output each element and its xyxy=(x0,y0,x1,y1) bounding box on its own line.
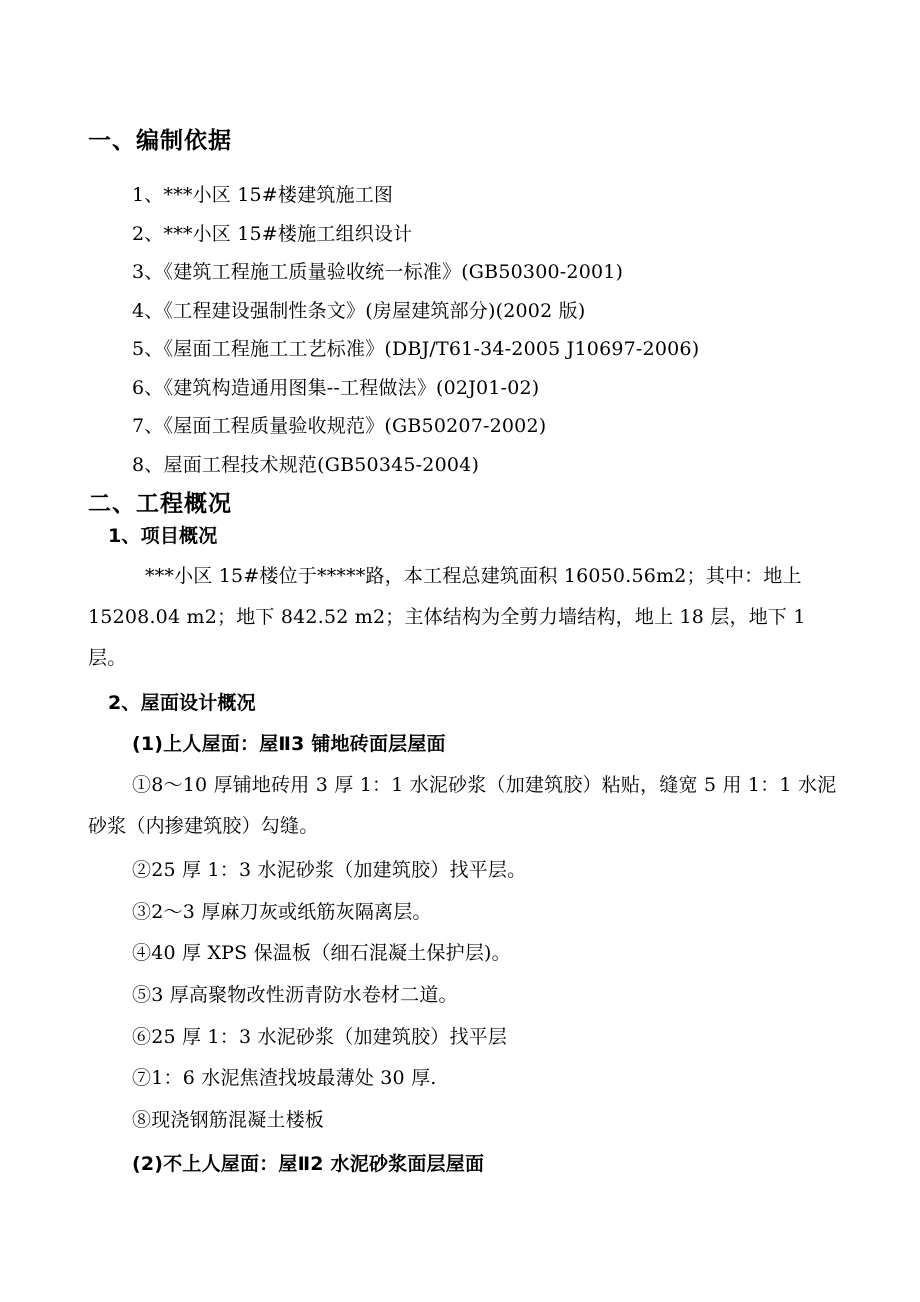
basis-item: 8、屋面工程技术规范(GB50345-2004) xyxy=(132,454,480,476)
basis-item: 1、***小区 15#楼建筑施工图 xyxy=(132,184,394,206)
basis-item: 5、《屋面工程施工工艺标准》(DBJ/T61-34-2005 J10697-2006) xyxy=(132,338,700,360)
basis-item: 2、***小区 15#楼施工组织设计 xyxy=(132,223,413,245)
roof1-layer: ③2～3 厚麻刀灰或纸筋灰隔离层。 xyxy=(132,901,432,923)
subsection-heading-project: 1、项目概况 xyxy=(108,525,218,547)
basis-item: 6、《建筑构造通用图集--工程做法》(02J01-02) xyxy=(132,377,540,399)
roof1-layer: ④40 厚 XPS 保温板（细石混凝土保护层)。 xyxy=(132,942,511,964)
roof1-layer: ②25 厚 1：3 水泥砂浆（加建筑胶）找平层。 xyxy=(132,859,527,881)
project-overview-paragraph: ***小区 15#楼位于*****路，本工程总建筑面积 16050.56m2；其中：地上 15208.04 m2；地下 842.52 m2；主体结构为全剪力墙结构，地上 18 层，地下 1 层。 xyxy=(88,565,806,669)
roof1-layer: ⑥25 厚 1：3 水泥砂浆（加建筑胶）找平层 xyxy=(132,1026,508,1048)
basis-item: 3、《建筑工程施工质量验收统一标准》(GB50300-2001) xyxy=(132,261,624,283)
roof1-layer: ⑧现浇钢筋混凝土楼板 xyxy=(132,1109,325,1131)
roof1-layer: ⑦1：6 水泥焦渣找坡最薄处 30 厚. xyxy=(132,1067,437,1089)
basis-item: 4、《工程建设强制性条文》(房屋建筑部分)(2002 版) xyxy=(132,300,586,322)
roof2-title: (2)不上人屋面：屋Ⅱ2 水泥砂浆面层屋面 xyxy=(132,1153,485,1175)
section-heading-basis: 一、编制依据 xyxy=(88,128,232,154)
roof1-layer: ①8～10 厚铺地砖用 3 厚 1：1 水泥砂浆（加建筑胶）粘贴，缝宽 5 用 1：1 水泥砂浆（内掺建筑胶）勾缝。 xyxy=(88,774,837,837)
roof1-title: (1)上人屋面：屋Ⅱ3 铺地砖面层屋面 xyxy=(132,733,446,755)
roof1-layer: ⑤3 厚高聚物改性沥青防水卷材二道。 xyxy=(132,984,458,1006)
basis-item: 7、《屋面工程质量验收规范》(GB50207-2002) xyxy=(132,415,547,437)
subsection-heading-roof-design: 2、屋面设计概况 xyxy=(108,692,256,714)
section-heading-overview: 二、工程概况 xyxy=(88,491,232,517)
